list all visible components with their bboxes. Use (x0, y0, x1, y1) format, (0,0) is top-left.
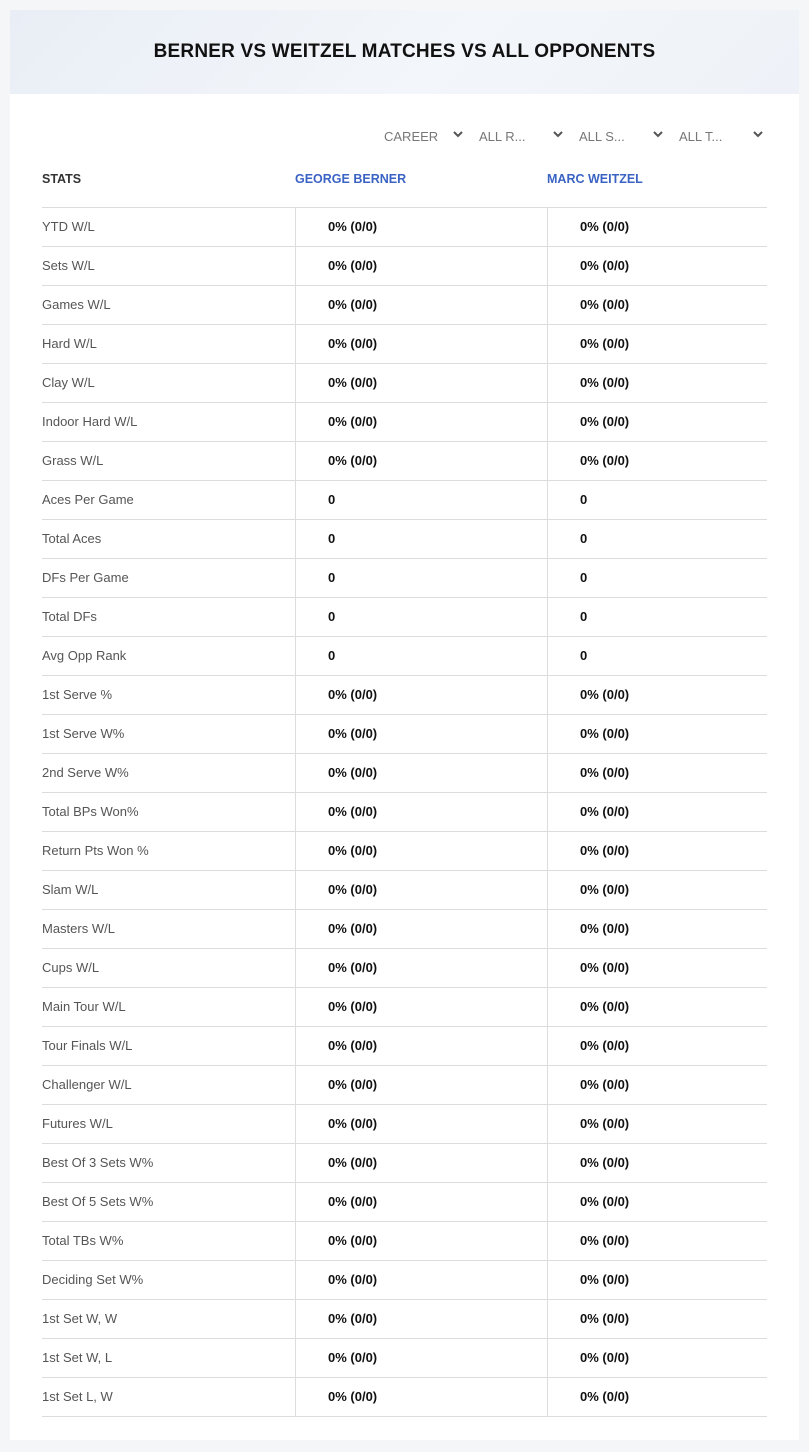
player1-stat-value: 0% (0/0) (295, 871, 547, 909)
table-row (42, 325, 767, 364)
player2-stat-value: 0 (547, 637, 767, 675)
table-header (42, 169, 767, 208)
player2-stat-value: 0% (0/0) (547, 949, 767, 987)
player1-stat-value: 0% (0/0) (295, 754, 547, 792)
player1-stat-value: 0% (0/0) (295, 832, 547, 870)
player1-stat-value: 0% (0/0) (295, 364, 547, 402)
table-row (42, 871, 767, 910)
round-select-value: ALL R... (479, 128, 526, 144)
table-row (42, 910, 767, 949)
stat-label: Clay W/L (42, 375, 95, 390)
player2-stat-value: 0% (0/0) (547, 1339, 767, 1377)
player1-stat-value: 0 (295, 559, 547, 597)
player2-stat-value: 0% (0/0) (547, 1027, 767, 1065)
player1-stat-value: 0% (0/0) (295, 286, 547, 324)
table-row (42, 559, 767, 598)
player1-stat-value: 0 (295, 520, 547, 558)
stats-card (10, 10, 799, 1440)
player2-stat-value: 0% (0/0) (547, 286, 767, 324)
player1-stat-value: 0% (0/0) (295, 208, 547, 246)
stat-label: Hard W/L (42, 336, 97, 351)
surface-select-value: ALL S... (579, 128, 625, 144)
stat-label: YTD W/L (42, 219, 95, 234)
stat-label: Avg Opp Rank (42, 648, 127, 663)
stat-label: 1st Set W, L (42, 1350, 113, 1365)
table-row (42, 442, 767, 481)
table-row (42, 715, 767, 754)
stat-label: 1st Serve % (42, 687, 113, 702)
stat-label: Total BPs Won% (42, 804, 139, 819)
player1-stat-value: 0 (295, 481, 547, 519)
player1-stat-value: 0% (0/0) (295, 442, 547, 480)
player2-stat-value: 0% (0/0) (547, 1378, 767, 1416)
chevron-down-icon (752, 128, 764, 140)
stat-label: Tour Finals W/L (42, 1038, 133, 1053)
table-row (42, 1339, 767, 1378)
table-row (42, 1183, 767, 1222)
player1-stat-value: 0% (0/0) (295, 1183, 547, 1221)
player1-stat-value: 0% (0/0) (295, 325, 547, 363)
player1-stat-value: 0 (295, 637, 547, 675)
player2-stat-value: 0 (547, 520, 767, 558)
chevron-down-icon (552, 128, 564, 140)
filter-bar (10, 124, 799, 148)
stat-label: DFs Per Game (42, 570, 129, 585)
stat-label: Games W/L (42, 297, 111, 312)
stat-label: Best Of 5 Sets W% (42, 1194, 154, 1209)
table-row (42, 676, 767, 715)
player1-stat-value: 0% (0/0) (295, 949, 547, 987)
stat-label: Futures W/L (42, 1116, 113, 1131)
stat-label: Total Aces (42, 531, 102, 546)
stat-label: 1st Set W, W (42, 1311, 118, 1326)
page-title: BERNER VS WEITZEL MATCHES VS ALL OPPONENTS (153, 41, 656, 62)
player2-stat-value: 0% (0/0) (547, 910, 767, 948)
player2-stat-value: 0% (0/0) (547, 832, 767, 870)
period-select[interactable] (384, 124, 464, 148)
table-row (42, 1066, 767, 1105)
player2-stat-value: 0% (0/0) (547, 1144, 767, 1182)
player1-stat-value: 0% (0/0) (295, 247, 547, 285)
table-row (42, 1300, 767, 1339)
stat-label: 1st Serve W% (42, 726, 125, 741)
table-row (42, 949, 767, 988)
stat-label: Slam W/L (42, 882, 99, 897)
table-row (42, 1105, 767, 1144)
stat-label: Best Of 3 Sets W% (42, 1155, 154, 1170)
table-body (42, 208, 767, 1417)
period-select-value: CAREER (384, 128, 439, 144)
player2-column-header[interactable]: MARC WEITZEL (547, 172, 643, 186)
player1-stat-value: 0% (0/0) (295, 988, 547, 1026)
player2-stat-value: 0% (0/0) (547, 871, 767, 909)
player2-stat-value: 0% (0/0) (547, 325, 767, 363)
stat-label: Challenger W/L (42, 1077, 132, 1092)
player1-stat-value: 0% (0/0) (295, 1300, 547, 1338)
table-row (42, 832, 767, 871)
table-row (42, 208, 767, 247)
table-row (42, 1222, 767, 1261)
player1-stat-value: 0% (0/0) (295, 1066, 547, 1104)
player1-stat-value: 0% (0/0) (295, 910, 547, 948)
stat-label: Deciding Set W% (42, 1272, 144, 1287)
player2-stat-value: 0% (0/0) (547, 208, 767, 246)
player1-stat-value: 0% (0/0) (295, 1027, 547, 1065)
player2-stat-value: 0% (0/0) (547, 403, 767, 441)
player2-stat-value: 0% (0/0) (547, 442, 767, 480)
player1-stat-value: 0% (0/0) (295, 403, 547, 441)
player2-stat-value: 0% (0/0) (547, 1105, 767, 1143)
player1-stat-value: 0% (0/0) (295, 715, 547, 753)
stats-column-header: STATS (42, 172, 82, 186)
player1-stat-value: 0% (0/0) (295, 1105, 547, 1143)
chevron-down-icon (452, 128, 464, 140)
player2-stat-value: 0% (0/0) (547, 1300, 767, 1338)
stat-label: Cups W/L (42, 960, 100, 975)
stat-label: Total TBs W% (42, 1233, 124, 1248)
table-row (42, 1261, 767, 1300)
player1-stat-value: 0% (0/0) (295, 1144, 547, 1182)
table-row (42, 247, 767, 286)
player2-stat-value: 0% (0/0) (547, 1066, 767, 1104)
player2-stat-value: 0% (0/0) (547, 1261, 767, 1299)
table-row (42, 1027, 767, 1066)
stat-label: Return Pts Won % (42, 843, 149, 858)
table-row (42, 1144, 767, 1183)
player2-stat-value: 0% (0/0) (547, 988, 767, 1026)
stat-label: Masters W/L (42, 921, 115, 936)
player1-stat-value: 0% (0/0) (295, 1339, 547, 1377)
player1-stat-value: 0% (0/0) (295, 1378, 547, 1416)
table-row (42, 754, 767, 793)
round-select[interactable] (479, 124, 564, 148)
surface-select[interactable] (579, 124, 664, 148)
player1-stat-value: 0% (0/0) (295, 793, 547, 831)
player1-stat-value: 0% (0/0) (295, 676, 547, 714)
player2-stat-value: 0% (0/0) (547, 676, 767, 714)
player1-column-header[interactable]: GEORGE BERNER (295, 172, 407, 186)
player1-stat-value: 0 (295, 598, 547, 636)
table-row (42, 598, 767, 637)
stat-label: Total DFs (42, 609, 97, 624)
player2-stat-value: 0% (0/0) (547, 1183, 767, 1221)
table-row (42, 1378, 767, 1417)
table-row (42, 364, 767, 403)
player1-stat-value: 0% (0/0) (295, 1261, 547, 1299)
stat-label: Main Tour W/L (42, 999, 126, 1014)
tournament-select[interactable] (679, 124, 764, 148)
card-header (10, 10, 799, 94)
table-row (42, 793, 767, 832)
player2-stat-value: 0 (547, 481, 767, 519)
stat-label: 2nd Serve W% (42, 765, 129, 780)
table-row (42, 481, 767, 520)
stats-table (42, 169, 767, 1417)
player2-stat-value: 0% (0/0) (547, 247, 767, 285)
table-row (42, 520, 767, 559)
stat-label: Sets W/L (42, 258, 95, 273)
table-row (42, 403, 767, 442)
table-row (42, 988, 767, 1027)
player2-stat-value: 0% (0/0) (547, 715, 767, 753)
stat-label: Grass W/L (42, 453, 104, 468)
player2-stat-value: 0% (0/0) (547, 754, 767, 792)
table-row (42, 637, 767, 676)
player2-stat-value: 0% (0/0) (547, 364, 767, 402)
stat-label: Aces Per Game (42, 492, 134, 507)
player2-stat-value: 0% (0/0) (547, 1222, 767, 1260)
player1-stat-value: 0% (0/0) (295, 1222, 547, 1260)
player2-stat-value: 0 (547, 598, 767, 636)
chevron-down-icon (652, 128, 664, 140)
tournament-select-value: ALL T... (679, 128, 723, 144)
table-row (42, 286, 767, 325)
stat-label: 1st Set L, W (42, 1389, 113, 1404)
stat-label: Indoor Hard W/L (42, 414, 138, 429)
player2-stat-value: 0% (0/0) (547, 793, 767, 831)
player2-stat-value: 0 (547, 559, 767, 597)
